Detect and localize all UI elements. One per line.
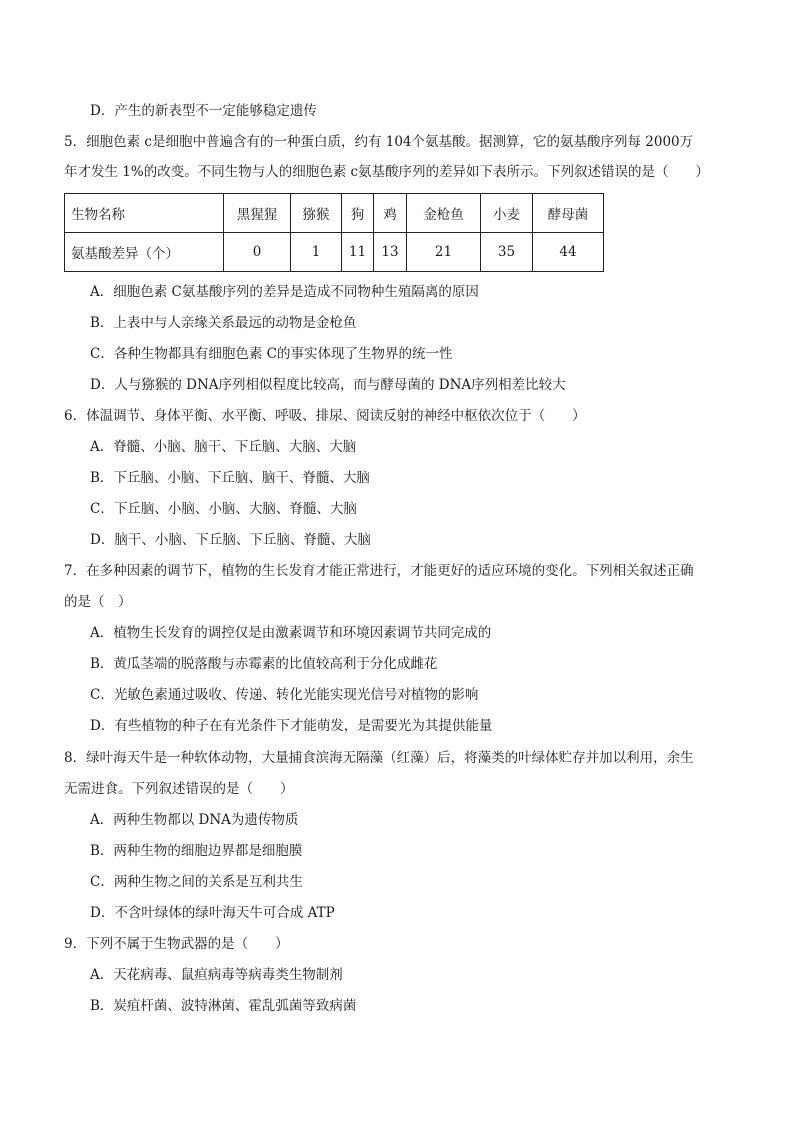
q5-option-d: D．人与猕猴的 DNA序列相似程度比较高，而与酵母菌的 DNA序列相差比较大 [90,377,566,393]
table-cell-organism: 金枪鱼 [407,194,481,233]
q9-option-a: A．天花病毒、鼠疸病毒等病毒类生物制剂 [90,967,343,983]
q5-option-c: C．各种生物都具有细胞色素 C的事实体现了生物界的统一性 [90,346,453,362]
q8-stem-line-1: 8．绿叶海天牛是一种软体动物，大量捕食滨海无隔藻（红藻）后，将藻类的叶绿体贮存并加以利用，余生 [64,750,694,766]
q6-option-c: C．下丘脑、小脑、小脑、大脑、脊髓、大脑 [90,501,357,517]
q6-stem: 6．体温调节、身体平衡、水平衡、呼吸、排尿、阅读反射的神经中枢依次位于（ ） [64,408,586,424]
table-cell-organism: 小麦 [481,194,533,233]
table-cell-value: 44 [533,233,604,272]
q5-stem-line-2: 年才发生 1%的改变。不同生物与人的细胞色素 c氨基酸序列的差异如下表所示。下列叙述错误的是（ ） [64,164,710,180]
q8-option-d: D．不含叶绿体的绿叶海天牛可合成 ATP [90,905,335,921]
q8-option-b: B．两种生物的细胞边界都是细胞膜 [90,843,303,859]
table-cell-value: 35 [481,233,533,272]
table-cell-value: 13 [374,233,407,272]
q7-option-b: B．黄瓜茎端的脱落酸与赤霉素的比值较高利于分化成雌花 [90,656,438,672]
q7-stem-line-2: 的是（ ） [64,594,132,610]
table-cell-value: 11 [342,233,374,272]
q9-stem: 9．下列不属于生物武器的是（ ） [64,936,289,952]
q7-stem-line-1: 7．在多种因素的调节下，植物的生长发育才能正常进行，才能更好的适应环境的变化。下列相关叙述正确 [64,563,694,579]
q9-option-b: B．炭疽杆菌、波特淋菌、霍乱弧菌等致病菌 [90,998,357,1014]
table-cell-value: 21 [407,233,481,272]
table-cell-organism: 猕猴 [291,194,342,233]
q7-option-d: D．有些植物的种子在有光条件下才能萌发，是需要光为其提供能量 [90,718,493,734]
q7-option-a: A．植物生长发育的调控仅是由激素调节和环境因素调节共同完成的 [90,625,492,641]
q4-option-d: D．产生的新表型不一定能够稳定遗传 [90,103,317,119]
table-cell-value: 1 [291,233,342,272]
table-cell-organism: 鸡 [374,194,407,233]
q8-stem-line-2: 无需进食。下列叙述错误的是（ ） [64,781,294,797]
amino-acid-difference-table [64,193,604,272]
q6-option-a: A．脊髓、小脑、脑干、下丘脑、大脑、大脑 [90,439,357,455]
table-cell-organism: 酵母菌 [533,194,604,233]
q8-option-a: A．两种生物都以 DNA为遗传物质 [90,812,299,828]
table-cell-organism: 黑猩猩 [224,194,291,233]
q7-option-c: C．光敏色素通过吸收、传递、转化光能实现光信号对植物的影响 [90,687,479,703]
table-cell-value: 0 [224,233,291,272]
q5-stem-line-1: 5．细胞色素 c是细胞中普遍含有的一种蛋白质，约有 104个氨基酸。据测算，它的氨基酸序列每 2000万 [64,134,694,150]
table-row-label: 氨基酸差异（个） [65,233,224,272]
q8-option-c: C．两种生物之间的关系是互利共生 [90,874,303,890]
table-header-label: 生物名称 [65,194,224,233]
table-header-row [65,194,604,233]
q5-option-b: B．上表中与人亲缘关系最远的动物是金枪鱼 [90,315,357,331]
q5-option-a: A．细胞色素 C氨基酸序列的差异是造成不同物种生殖隔离的原因 [90,284,479,300]
q6-option-d: D．脑干、小脑、下丘脑、下丘脑、脊髓、大脑 [90,532,371,548]
table-cell-organism: 狗 [342,194,374,233]
q6-option-b: B．下丘脑、小脑、下丘脑、脑干、脊髓、大脑 [90,470,370,486]
table-data-row [65,233,604,272]
